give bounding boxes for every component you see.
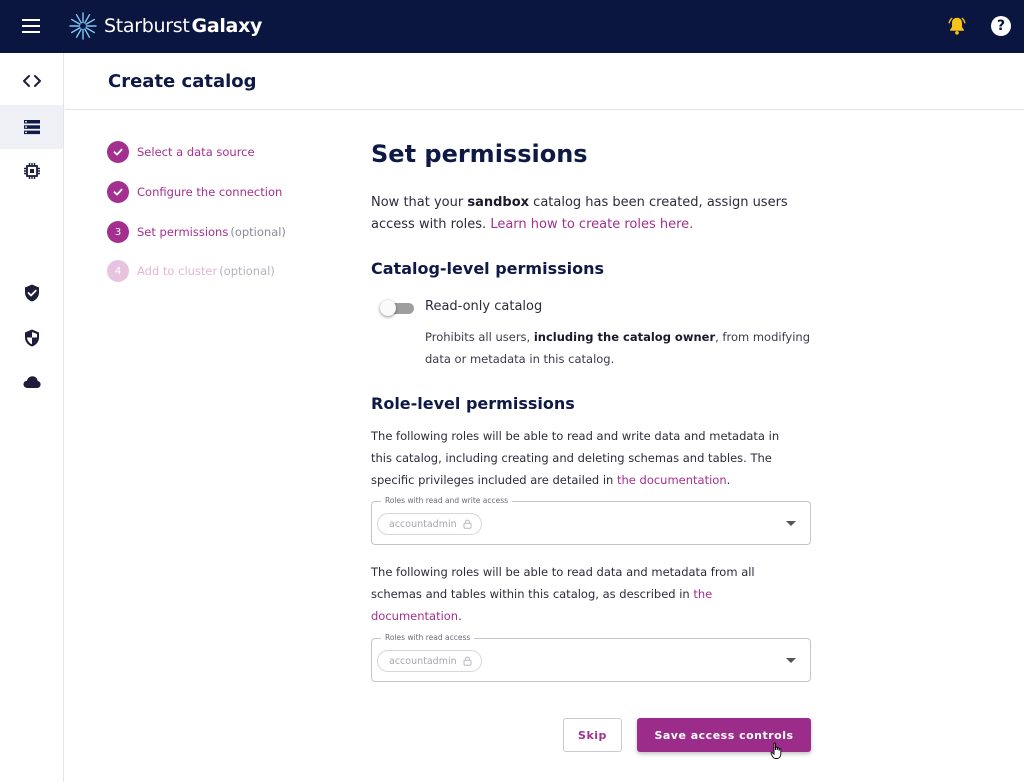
chevron-down-icon[interactable] <box>786 521 796 526</box>
brand-name-bold: Galaxy <box>191 15 263 37</box>
step-label: Select a data source <box>137 145 255 159</box>
read-description <box>371 561 801 627</box>
catalog-permissions-heading: Catalog-level permissions <box>371 259 605 278</box>
page-title: Create catalog <box>108 71 257 92</box>
read-only-label: Read-only catalog <box>425 299 543 314</box>
desc-emphasis: including the catalog owner <box>533 330 716 344</box>
step-label: Configure the connection <box>137 185 283 199</box>
code-icon <box>22 71 42 91</box>
desc-start: Prohibits all users, <box>425 330 534 344</box>
step-optional-tag: (optional) <box>230 225 286 239</box>
read-write-roles-select[interactable] <box>371 496 811 545</box>
section-title: Set permissions <box>371 140 588 168</box>
starburst-logo-icon <box>68 11 98 41</box>
step-set-permissions[interactable] <box>107 221 286 243</box>
rail-item-access-control[interactable] <box>0 271 63 315</box>
rail-item-cloud[interactable] <box>0 360 63 404</box>
rw-docs-link[interactable]: the documentation <box>617 473 727 487</box>
step-add-to-cluster[interactable] <box>107 260 275 282</box>
check-icon <box>107 141 129 163</box>
step-number: 3 <box>107 221 129 243</box>
intro-text-start: Now that your <box>371 195 468 210</box>
lock-icon <box>463 656 472 666</box>
brand-name-light: Starburst <box>104 15 190 37</box>
r-docs-link[interactable]: the documentation <box>371 587 713 623</box>
cloud-icon <box>22 372 42 392</box>
skip-button[interactable]: Skip <box>563 718 622 752</box>
intro-text-end: catalog has been created, assign users access with roles. <box>371 195 788 232</box>
role-chip <box>377 513 482 535</box>
page-header <box>65 53 1024 110</box>
catalog-name: sandbox <box>467 195 530 210</box>
desc-end: , from modifying data or metadata in this catalog. <box>425 330 811 366</box>
rail-item-query-editor[interactable] <box>0 59 63 103</box>
intro-text <box>371 192 821 236</box>
select-label: Roles with read and write access <box>381 496 512 505</box>
toggle-thumb <box>380 300 396 316</box>
step-optional-tag: (optional) <box>219 264 275 278</box>
rail-item-catalogs[interactable] <box>0 105 63 149</box>
step-number: 4 <box>107 260 129 282</box>
learn-roles-link[interactable]: Learn how to create roles here. <box>490 217 694 232</box>
rail-item-clusters[interactable] <box>0 149 63 193</box>
read-only-toggle[interactable] <box>380 300 414 316</box>
r-text: The following roles will be able to read data and metadata from all schemas and tables within this catalog, as described in <box>371 565 755 601</box>
chip-label: accountadmin <box>389 518 457 530</box>
brand-name <box>104 15 262 37</box>
lock-icon <box>463 519 472 529</box>
notification-bell-icon[interactable] <box>946 15 968 37</box>
read-only-description <box>425 326 825 370</box>
save-access-controls-button[interactable]: Save access controls <box>637 718 811 752</box>
menu-icon[interactable] <box>22 19 40 33</box>
help-icon[interactable]: ? <box>991 16 1011 36</box>
role-chip <box>377 650 482 672</box>
step-label: Set permissions <box>137 225 229 239</box>
shield-half-icon <box>22 328 42 348</box>
r-text-end: . <box>458 609 462 623</box>
catalog-list-icon <box>22 117 42 137</box>
role-permissions-heading: Role-level permissions <box>371 394 575 413</box>
select-label: Roles with read access <box>381 633 474 642</box>
top-bar <box>0 0 1024 53</box>
cluster-chip-icon <box>22 161 42 181</box>
shield-check-icon <box>22 283 42 303</box>
left-rail <box>0 53 64 782</box>
step-select-data-source[interactable] <box>107 141 255 163</box>
step-configure-connection[interactable] <box>107 181 282 203</box>
chevron-down-icon[interactable] <box>786 658 796 663</box>
rw-text: The following roles will be able to read and write data and metadata in this catalog, including creating and deleting schemas and tables. The specific privileges included are detailed in <box>371 429 780 487</box>
rail-item-security[interactable] <box>0 316 63 360</box>
step-label: Add to cluster <box>137 264 218 278</box>
brand-logo[interactable] <box>68 11 262 41</box>
read-roles-select[interactable] <box>371 633 811 682</box>
hand-cursor-icon <box>770 742 784 760</box>
read-write-description <box>371 425 801 491</box>
chip-label: accountadmin <box>389 655 457 667</box>
check-icon <box>107 181 129 203</box>
rw-text-end: . <box>726 473 731 487</box>
